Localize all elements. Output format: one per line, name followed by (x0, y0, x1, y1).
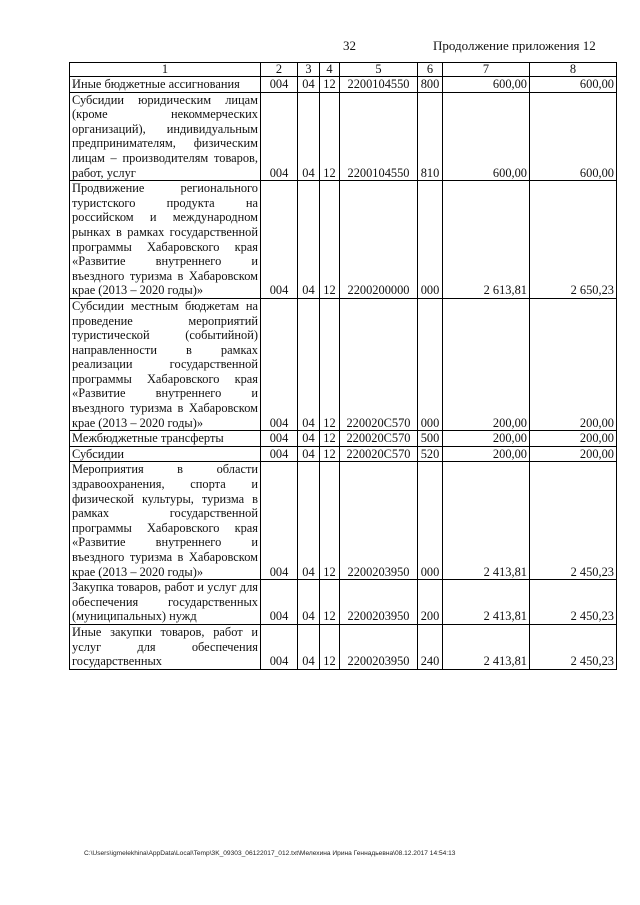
expense-type-code: 200 (418, 580, 443, 625)
row-description: Иные бюджетные ассигнования (70, 77, 261, 93)
column-header: 4 (320, 63, 340, 77)
section-code: 04 (298, 462, 320, 580)
amount-year-1: 2 613,81 (443, 181, 530, 299)
file-path-footer: C:\Users\igmelekhina\AppData\Local\Temp\3K_09303_06122017_012.txt\Мелехина Ирина Геннадьевна\08.12.2017 14:54:13 (84, 850, 456, 857)
subsection-code: 12 (320, 462, 340, 580)
expense-type-code: 810 (418, 92, 443, 181)
target-article-code: 2200203950 (340, 580, 418, 625)
table-row (70, 446, 617, 462)
target-article-code: 2200200000 (340, 181, 418, 299)
target-article-code: 220020С570 (340, 431, 418, 447)
ministry-code: 004 (261, 462, 298, 580)
amount-year-1: 200,00 (443, 298, 530, 430)
expense-type-code: 500 (418, 431, 443, 447)
subsection-code: 12 (320, 181, 340, 299)
column-header: 8 (530, 63, 617, 77)
target-article-code: 2200104550 (340, 92, 418, 181)
section-code: 04 (298, 624, 320, 669)
expense-type-code: 520 (418, 446, 443, 462)
target-article-code: 2200104550 (340, 77, 418, 93)
column-header: 5 (340, 63, 418, 77)
row-description: Закупка товаров, работ и услуг для обеспечения государственных (муниципальных) нужд (70, 580, 261, 625)
row-description: Продвижение регионального туристского продукта на российском и международном рынках в рамках государственной программы Хабаровского края «Развитие внутреннего и въездного туризма в Хабаровском крае (2013 – 2020 годы)» (70, 181, 261, 299)
target-article-code: 2200203950 (340, 624, 418, 669)
column-header: 7 (443, 63, 530, 77)
expense-type-code: 000 (418, 181, 443, 299)
amount-year-2: 2 450,23 (530, 580, 617, 625)
ministry-code: 004 (261, 298, 298, 430)
section-code: 04 (298, 580, 320, 625)
column-header: 2 (261, 63, 298, 77)
amount-year-2: 2 450,23 (530, 462, 617, 580)
amount-year-2: 600,00 (530, 77, 617, 93)
amount-year-1: 200,00 (443, 446, 530, 462)
table-row (70, 181, 617, 299)
subsection-code: 12 (320, 624, 340, 669)
expense-type-code: 240 (418, 624, 443, 669)
row-description: Субсидии (70, 446, 261, 462)
table-row (70, 580, 617, 625)
amount-year-1: 2 413,81 (443, 462, 530, 580)
row-description: Субсидии юридическим лицам (кроме некоммерческих организаций), индивидуальным предпринимателям, физическим лицам – производителям товаров, работ, услуг (70, 92, 261, 181)
page-number: 32 (343, 38, 356, 53)
ministry-code: 004 (261, 77, 298, 93)
subsection-code: 12 (320, 431, 340, 447)
section-code: 04 (298, 77, 320, 93)
section-code: 04 (298, 92, 320, 181)
amount-year-1: 600,00 (443, 92, 530, 181)
expense-type-code: 800 (418, 77, 443, 93)
subsection-code: 12 (320, 77, 340, 93)
amount-year-1: 600,00 (443, 77, 530, 93)
expense-type-code: 000 (418, 298, 443, 430)
amount-year-2: 200,00 (530, 298, 617, 430)
table-header-row (70, 63, 617, 77)
table-row (70, 624, 617, 669)
row-description: Иные закупки товаров, работ и услуг для обеспечения государственных (70, 624, 261, 669)
amount-year-2: 200,00 (530, 446, 617, 462)
amount-year-1: 2 413,81 (443, 624, 530, 669)
row-description: Мероприятия в области здравоохранения, спорта и физической культуры, туризма в рамках государственной программы Хабаровского края «Развитие внутреннего и въездного туризма в Хабаровском крае (2013 – 2020 годы)» (70, 462, 261, 580)
target-article-code: 220020С570 (340, 298, 418, 430)
ministry-code: 004 (261, 446, 298, 462)
column-header: 1 (70, 63, 261, 77)
amount-year-2: 2 650,23 (530, 181, 617, 299)
section-code: 04 (298, 431, 320, 447)
column-header: 6 (418, 63, 443, 77)
row-description: Межбюджетные трансферты (70, 431, 261, 447)
subsection-code: 12 (320, 580, 340, 625)
table-row (70, 462, 617, 580)
column-header: 3 (298, 63, 320, 77)
ministry-code: 004 (261, 181, 298, 299)
target-article-code: 2200203950 (340, 462, 418, 580)
amount-year-1: 200,00 (443, 431, 530, 447)
budget-table (69, 62, 617, 670)
expense-type-code: 000 (418, 462, 443, 580)
table-row (70, 298, 617, 430)
table-row (70, 92, 617, 181)
ministry-code: 004 (261, 624, 298, 669)
appendix-continuation-note: Продолжение приложения 12 (433, 38, 596, 53)
amount-year-2: 600,00 (530, 92, 617, 181)
subsection-code: 12 (320, 298, 340, 430)
amount-year-1: 2 413,81 (443, 580, 530, 625)
section-code: 04 (298, 181, 320, 299)
ministry-code: 004 (261, 431, 298, 447)
row-description: Субсидии местным бюджетам на проведение мероприятий туристической (событийной) направленности в рамках реализации государственной программы Хабаровского края «Развитие внутреннего и въездного туризма в Хабаровском крае (2013 – 2020 годы)» (70, 298, 261, 430)
amount-year-2: 200,00 (530, 431, 617, 447)
ministry-code: 004 (261, 580, 298, 625)
ministry-code: 004 (261, 92, 298, 181)
section-code: 04 (298, 446, 320, 462)
subsection-code: 12 (320, 446, 340, 462)
section-code: 04 (298, 298, 320, 430)
subsection-code: 12 (320, 92, 340, 181)
table-row (70, 77, 617, 93)
table-row (70, 431, 617, 447)
target-article-code: 220020С570 (340, 446, 418, 462)
amount-year-2: 2 450,23 (530, 624, 617, 669)
